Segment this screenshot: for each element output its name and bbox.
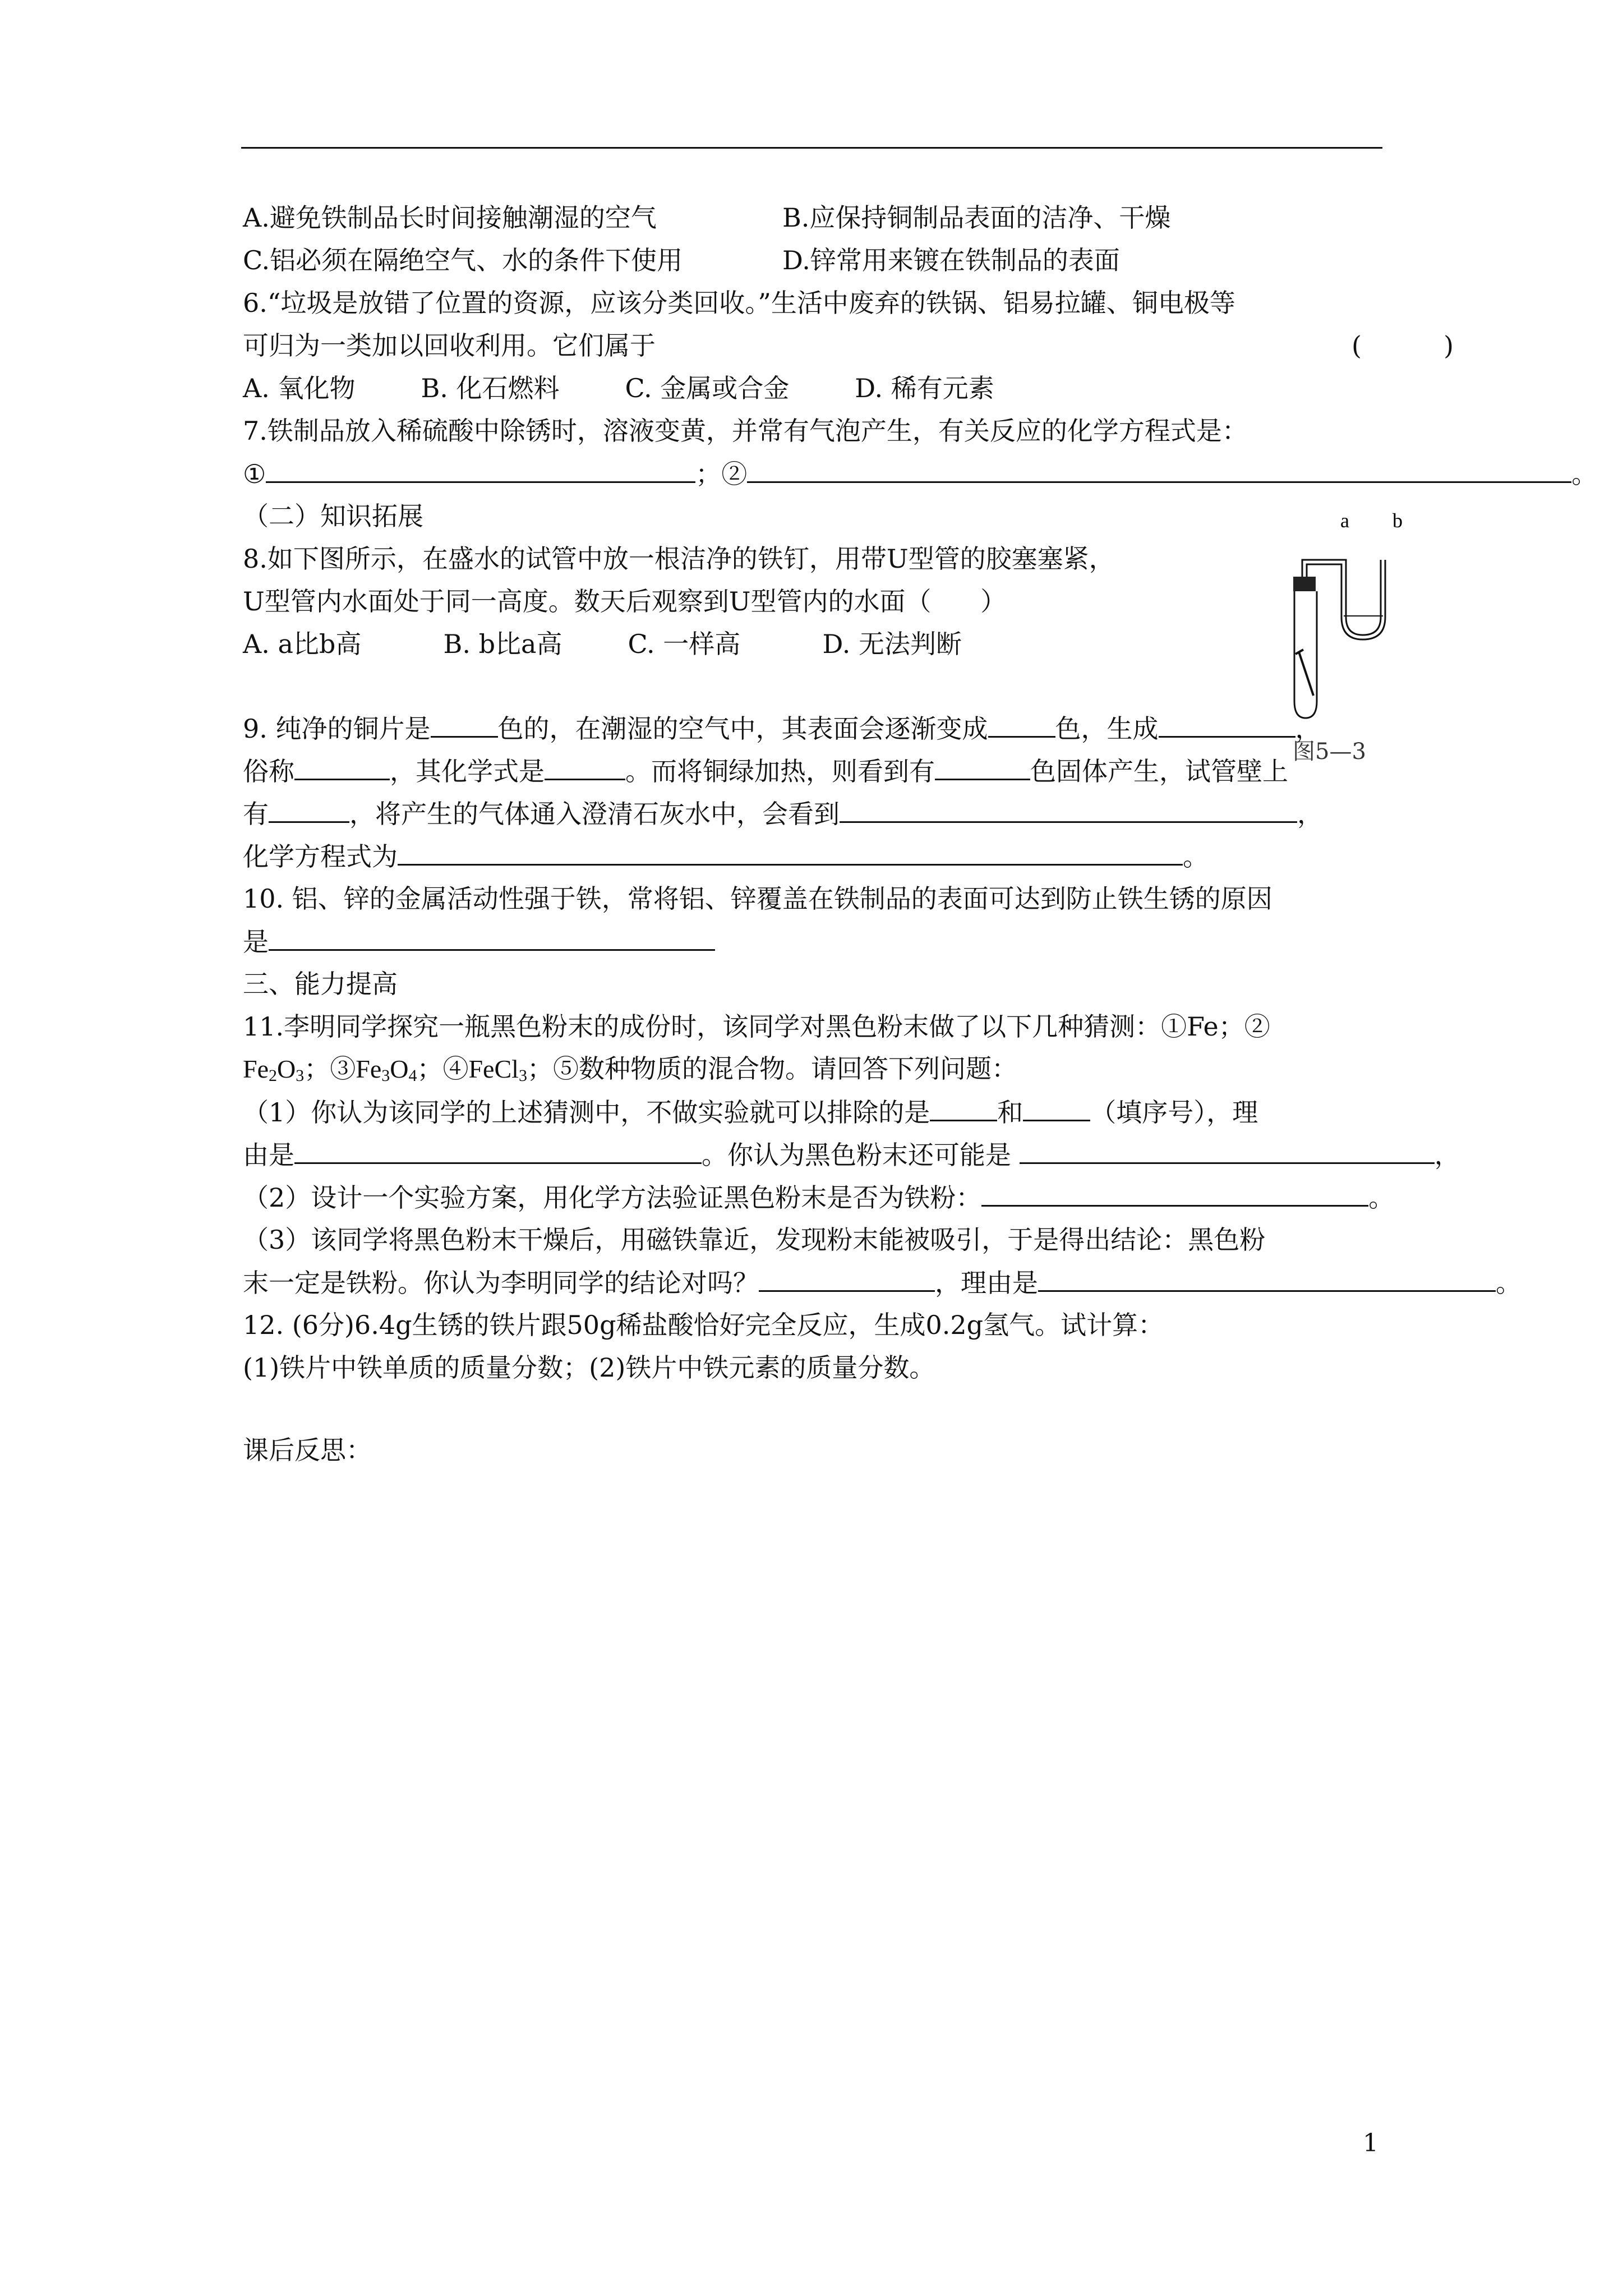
question-7-answers: ① ；② 。 [243, 457, 1597, 491]
question-10-line1: 10. 铝、锌的金属活动性强于铁，常将铝、锌覆盖在铁制品的表面可达到防止铁生锈的原因 [243, 884, 1272, 914]
figure-caption: 图5—3 [1293, 739, 1366, 765]
question-8-line2: U型管内水面处于同一高度。数天后观察到U型管内的水面（ ） [243, 586, 1007, 616]
after-class-reflection: 课后反思： [243, 1435, 372, 1465]
answer-blank[interactable] [294, 1138, 702, 1164]
question-6-answer-paren: ( ) [1352, 330, 1454, 361]
question-8-line1: 8.如下图所示，在盛水的试管中放一根洁净的铁钉，用带U型管的胶塞塞紧， [243, 544, 1115, 574]
question-12-line2: (1)铁片中铁单质的质量分数；(2)铁片中铁元素的质量分数。 [243, 1352, 935, 1383]
question-11-part2: （2）设计一个实验方案，用化学方法验证黑色粉末是否为铁粉： 。 [243, 1180, 1394, 1214]
q5-option-d: D.锌常用来镀在铁制品的表面 [782, 245, 1120, 275]
answer-blank[interactable] [398, 839, 1183, 866]
question-9-line4: 化学方程式为 。 [243, 839, 1209, 873]
answer-blank[interactable] [981, 1180, 1368, 1207]
question-6-line2: 可归为一类加以回收利用。它们属于 [243, 330, 656, 361]
section-ability-improvement: 三、能力提高 [243, 969, 398, 999]
question-10-line2: 是 [243, 924, 715, 959]
answer-blank[interactable] [1020, 1138, 1435, 1164]
question-11-part1-line1: （1）你认为该同学的上述猜测中，不做实验就可以排除的是 和 （填序号），理 [243, 1095, 1258, 1129]
figure-label-a: a [1340, 509, 1349, 532]
question-11-part3-line2: 末一定是铁粉。你认为李明同学的结论对吗？ ，理由是 。 [243, 1266, 1521, 1300]
question-9-line2: 俗称 ，其化学式是 。而将铜绿加热，则看到有 色固体产生，试管壁上 [243, 754, 1288, 788]
question-7-stem: 7.铁制品放入稀硫酸中除锈时，溶液变黄，并常有气泡产生，有关反应的化学方程式是： [243, 416, 1248, 446]
section-knowledge-expansion: （二）知识拓展 [243, 501, 423, 531]
question-8-options: A. a比b高 B. b比a高 C. 一样高 D. 无法判断 [243, 629, 962, 659]
figure-label-b: b [1393, 509, 1403, 532]
answer-blank[interactable] [1038, 1266, 1496, 1292]
question-11-line1: 11.李明同学探究一瓶黑色粉末的成份时，该同学对黑色粉末做了以下几种猜测：①Fe；② [243, 1011, 1270, 1042]
answer-blank[interactable] [1023, 1095, 1090, 1121]
answer-blank[interactable] [294, 754, 390, 780]
answer-blank[interactable] [269, 924, 715, 951]
question-9-line3: 有 ，将产生的气体通入澄清石灰水中，会看到 ， [243, 797, 1323, 831]
header-rule [241, 147, 1382, 149]
question-6-options: A. 氧化物 B. 化石燃料 C. 金属或合金 D. 稀有元素 [243, 373, 994, 403]
question-11-line2: $Fe_2O_3$；$③Fe_3O_4$；④FeCl$_3$；⑤数种物质的混合物。请回答下列问题： [243, 1055, 1017, 1085]
answer-blank[interactable] [988, 711, 1055, 738]
question-11-part3-line1: （3）该同学将黑色粉末干燥后，用磁铁靠近，发现粉末能被吸引，于是得出结论：黑色粉 [243, 1225, 1266, 1255]
answer-blank[interactable] [266, 457, 695, 483]
answer-blank[interactable] [431, 711, 498, 738]
answer-blank[interactable] [1159, 711, 1295, 738]
answer-blank[interactable] [545, 754, 625, 780]
answer-blank[interactable] [747, 457, 1571, 483]
question-6-line1: 6.“垃圾是放错了位置的资源，应该分类回收。”生活中废弃的铁锅、铝易拉罐、铜电极等 [243, 288, 1235, 318]
answer-blank[interactable] [269, 797, 349, 823]
test-tube-u-tube-figure [1279, 505, 1413, 740]
answer-blank[interactable] [840, 797, 1297, 823]
answer-blank[interactable] [935, 754, 1030, 780]
answer-blank[interactable] [930, 1095, 997, 1121]
question-11-part1-line2: 由是 。你认为黑色粉末还可能是 ， [243, 1138, 1460, 1172]
q5-option-b: B.应保持铜制品表面的洁净、干燥 [782, 203, 1171, 233]
q5-option-c: C.铝必须在隔绝空气、水的条件下使用 [243, 245, 683, 275]
q5-option-a: A.避免铁制品长时间接触潮湿的空气 [243, 203, 657, 233]
page-number: 1 [1363, 2129, 1378, 2157]
question-12-line1: 12. (6分)6.4g生锈的铁片跟50g稀盐酸恰好完全反应，生成0.2g氢气。试计算： [243, 1310, 1164, 1340]
question-9-line1: 9. 纯净的铜片是 色的，在潮湿的空气中，其表面会逐渐变成 色，生成 ， [243, 711, 1321, 746]
answer-blank[interactable] [759, 1266, 935, 1292]
